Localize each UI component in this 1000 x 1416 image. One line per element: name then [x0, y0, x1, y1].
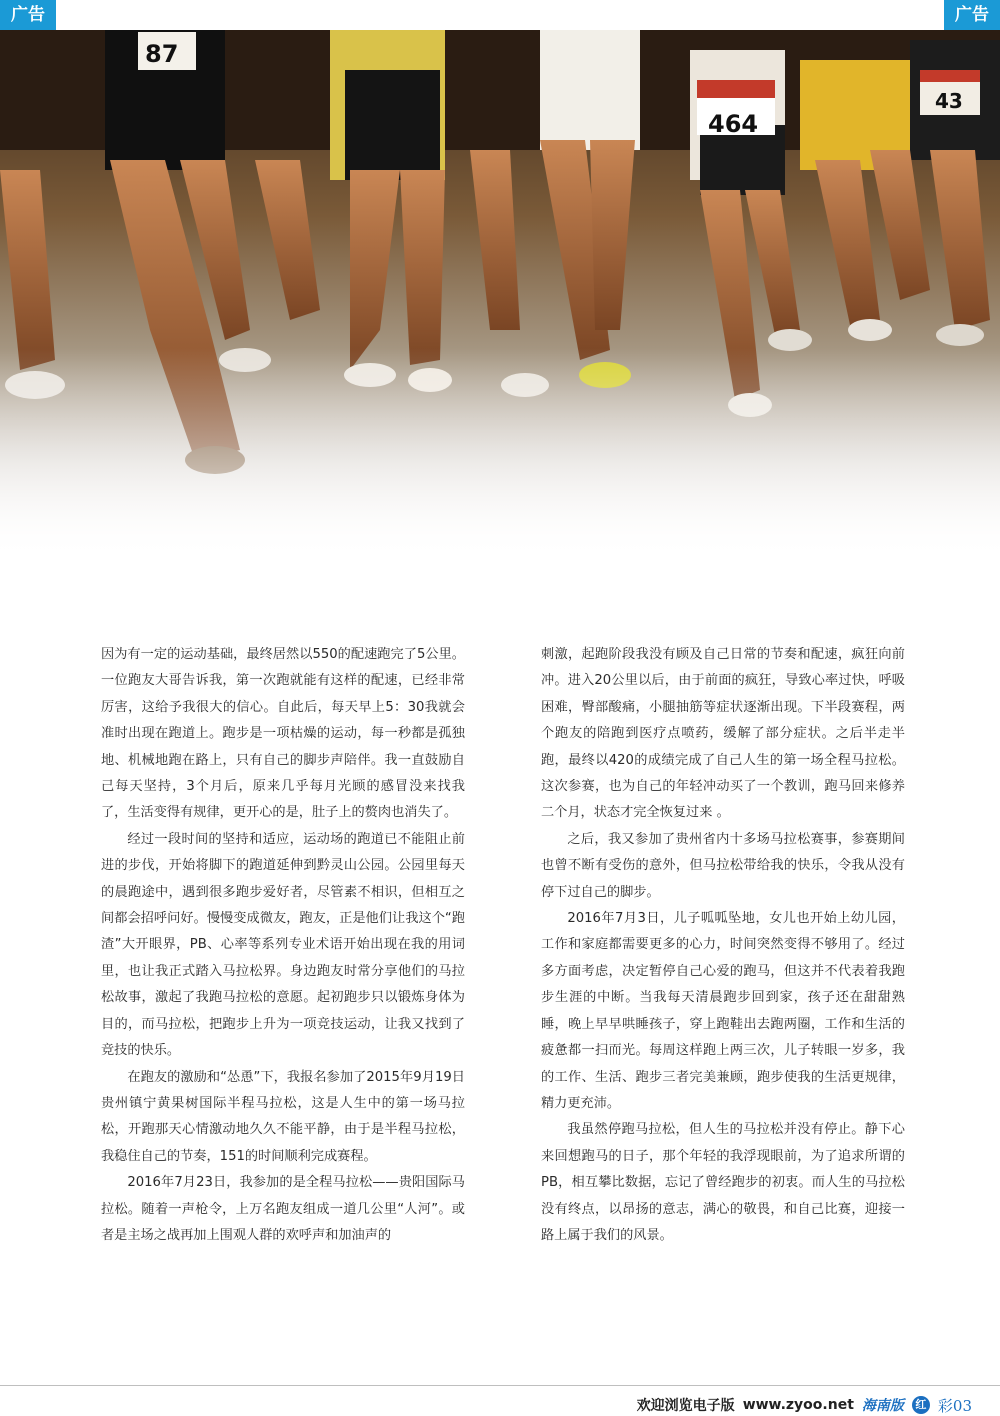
footer-divider — [0, 1385, 1000, 1386]
footer-site-link[interactable]: www.zyoo.net — [742, 1397, 854, 1413]
article-paragraph: 刺激，起跑阶段我没有顾及自己日常的节奏和配速，疯狂向前冲。进入20公里以后，由于前面的疯狂，导致心率过快，呼吸困难，臀部酸痛，小腿抽筋等症状逐渐出现。下半段赛程，两个跑友的陪跑到医疗点喷药，缓解了部分症状。之后半走半跑，最终以420的成绩完成了自己人生的第一场全程马拉松。这次参赛，也为自己的年轻冲动买了一个教训，跑马回来修养二个月，状态才完全恢复过来 。 — [541, 647, 905, 821]
article-paragraph: 因为有一定的运动基础，最终居然以550的配速跑完了5公里。一位跑友大哥告诉我，第一次跑就能有这样的配速，已经非常厉害，这给予我很大的信心。自此后，每天早上5：30我就会准时出现在跑道上。跑步是一项枯燥的运动，每一秒都是孤独地、机械地跑在路上，只有自己的脚步声陪伴。我一直鼓励自己每天坚持，3个月后，原来几乎每月光顾的感冒没来找我了，生活变得有规律，更开心的是，肚子上的赘肉也消失了。 — [101, 647, 465, 821]
article-paragraph: 在跑友的激励和“怂恿”下，我报名参加了2015年9月19日贵州镇宁黄果树国际半程马拉松，这是人生中的第一场马拉松，开跑那天心情激动地久久不能平静，由于是半程马拉松，我稳住自己的节奏，151的时间顺利完成赛程。 — [101, 1069, 465, 1164]
page-number: 彩03 — [937, 1396, 972, 1415]
marathon-runners-photo — [0, 30, 1000, 560]
article-paragraph: 之后，我又参加了贵州省内十多场马拉松赛事，参赛期间也曾不断有受伤的意外，但马拉松带给我的快乐，令我从没有停下过自己的脚步。 — [541, 831, 905, 900]
article-paragraph: 2016年7月3日，儿子呱呱坠地，女儿也开始上幼儿园，工作和家庭都需要更多的心力，时间突然变得不够用了。经过多方面考虑，决定暂停自己心爱的跑马，但这并不代表着我跑步生涯的中断。当我每天清晨跑步回到家，孩子还在甜甜熟睡，晚上早早哄睡孩子，穿上跑鞋出去跑两圈，工作和生活的疲惫都一扫而光。每周这样跑上两三次，儿子转眼一岁多，我的工作、生活、跑步三者完美兼顾，跑步使我的生活更规律，精力更充沛。 — [541, 911, 905, 1111]
edition-badge-icon: 红 — [912, 1396, 930, 1414]
ad-label-left: 广告 — [0, 0, 56, 30]
footer-welcome-text: 欢迎浏览电子版 — [636, 1398, 735, 1414]
footer-edition: 海南版 — [861, 1398, 904, 1414]
article-paragraph: 经过一段时间的坚持和适应，运动场的跑道已不能阻止前进的步伐，开始将脚下的跑道延伸到黔灵山公园。公园里每天的晨跑途中，遇到很多跑步爱好者，尽管素不相识，但相互之间都会招呼问好。慢慢变成微友，跑友，正是他们让我这个“跑渣”大开眼界，PB、心率等系列专业术语开始出现在我的用词里，也让我正式踏入马拉松界。身边跑友时常分享他们的马拉松故事，激起了我跑马拉松的意愿。起初跑步只以锻炼身体为目的，而马拉松，把跑步上升为一项竞技运动，让我又找到了竞技的快乐。 — [101, 831, 465, 1059]
ad-label-right: 广告 — [944, 0, 1000, 30]
article-paragraph: 我虽然停跑马拉松，但人生的马拉松并没有停止。静下心来回想跑马的日子，那个年轻的我浮现眼前，为了追求所谓的PB，相互攀比数据，忘记了曾经跑步的初衷。而人生的马拉松没有终点，以昂扬的意志，满心的敬畏，和自己比赛，迎接一路上属于我们的风景。 — [541, 1122, 905, 1243]
article-paragraph: 2016年7月23日，我参加的是全程马拉松——贵阳国际马拉松。随着一声枪令，上万名跑友组成一道几公里“人河”。或者是主场之战再加上围观人群的欢呼声和加油声的 — [101, 1175, 465, 1243]
article-column-right — [541, 642, 905, 1249]
article-column-left — [101, 642, 465, 1249]
page-footer — [637, 1395, 972, 1415]
